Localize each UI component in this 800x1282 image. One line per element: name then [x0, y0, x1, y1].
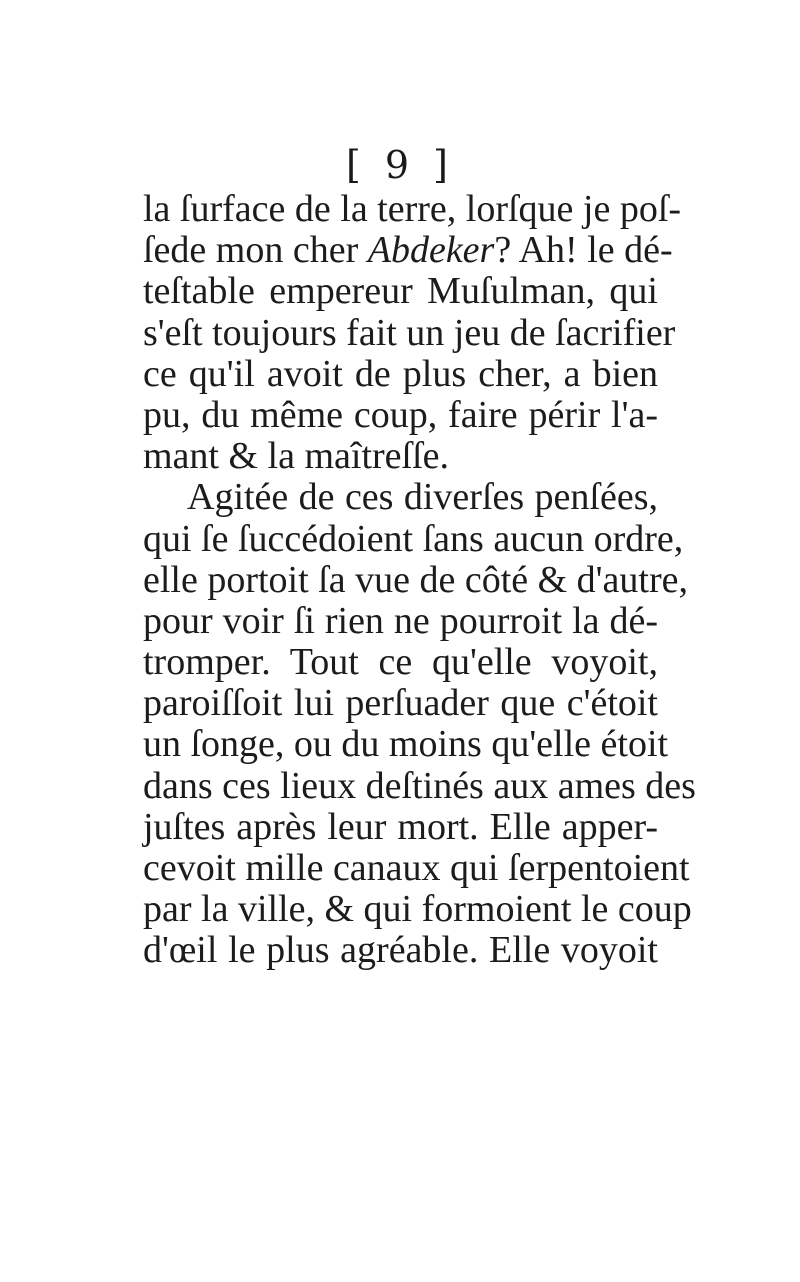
- text-line: paroiſſoit lui perſuader que c'étoit: [143, 682, 658, 725]
- text-line: tromper. Tout ce qu'elle voyoit,: [143, 641, 658, 684]
- text-line: la ſurface de la terre, lorſque je poſ-: [143, 188, 682, 230]
- text-line: dans ces lieux deſtinés aux ames des: [143, 764, 696, 807]
- text-segment: ſede mon cher: [143, 229, 368, 272]
- text-line: pu, du même coup, faire périr l'a-: [143, 393, 658, 436]
- text-line: mant & la maîtreſſe.: [143, 435, 450, 478]
- text-line: d'œil le plus agréable. Elle voyoit: [143, 929, 658, 972]
- text-line: qui ſe ſuccédoient ſans aucun ordre,: [143, 517, 684, 560]
- paragraph-first-line: Agitée de ces diverſes penſées,: [187, 476, 658, 519]
- text-line: ce qu'il avoit de plus cher, a bien: [143, 352, 658, 395]
- text-line: [143, 229, 673, 272]
- text-line: juſtes après leur mort. Elle apper-: [143, 805, 658, 848]
- text-line: teſtable empereur Muſulman, qui: [143, 270, 658, 313]
- italic-name: Abdeker: [367, 229, 495, 272]
- text-line: cevoit mille canaux qui ſerpentoient: [143, 847, 690, 889]
- text-line: par la ville, & qui formoient le coup: [143, 888, 692, 931]
- page-number: [ 9 ]: [346, 143, 454, 187]
- text-line: pour voir ſi rien ne pourroit la dé-: [143, 599, 658, 642]
- text-line: un ſonge, ou du moins qu'elle étoit: [143, 723, 669, 766]
- text-line: s'eſt toujours fait un jeu de ſacrifier: [143, 311, 676, 354]
- text-segment: ? Ah! le dé-: [494, 229, 673, 272]
- body-text: [143, 188, 696, 972]
- text-line: elle portoit ſa vue de côté & d'autre,: [143, 558, 688, 601]
